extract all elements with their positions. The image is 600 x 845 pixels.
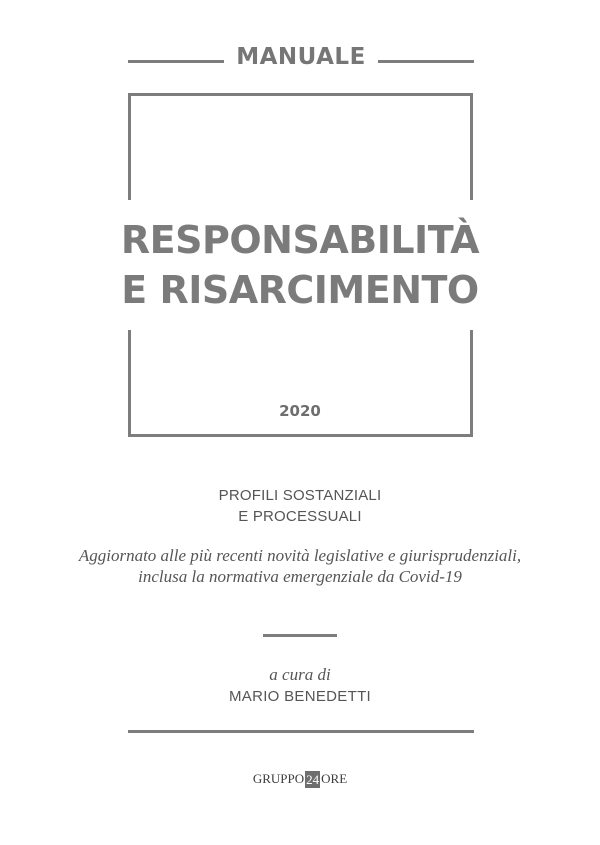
publisher-suffix: ORE <box>321 771 348 786</box>
book-title-line-2: E RISARCIMENTO <box>121 268 479 312</box>
publisher-prefix: GRUPPO <box>252 771 305 786</box>
subtitle-line-2: E PROCESSUALI <box>238 508 362 525</box>
frame-left-lower-edge <box>128 330 131 437</box>
edition-year: 2020 <box>279 402 321 420</box>
publisher-logo <box>200 768 400 790</box>
frame-top-edge <box>128 93 473 96</box>
curator-name: MARIO BENEDETTI <box>228 688 371 705</box>
top-rule-right <box>378 60 474 63</box>
curator-label: a cura di <box>269 665 331 684</box>
divider-long <box>128 730 474 733</box>
description-line-2: inclusa la normativa emergenziale da Covid-19 <box>138 567 462 586</box>
publisher-badge: 24 <box>306 771 320 787</box>
description-line-1: Aggiornato alle più recenti novità legislative e giurisprudenziali, <box>78 546 522 565</box>
frame-left-upper-edge <box>128 93 131 200</box>
top-rule-left <box>128 60 224 63</box>
frame-right-upper-edge <box>470 93 473 200</box>
book-title-line-1: RESPONSABILITÀ <box>120 218 480 262</box>
subtitle-line-1: PROFILI SOSTANZIALI <box>218 487 382 504</box>
frame-right-lower-edge <box>470 330 473 437</box>
series-label: MANUALE <box>236 44 366 70</box>
divider-short <box>263 634 337 637</box>
frame-bottom-edge <box>128 434 473 437</box>
